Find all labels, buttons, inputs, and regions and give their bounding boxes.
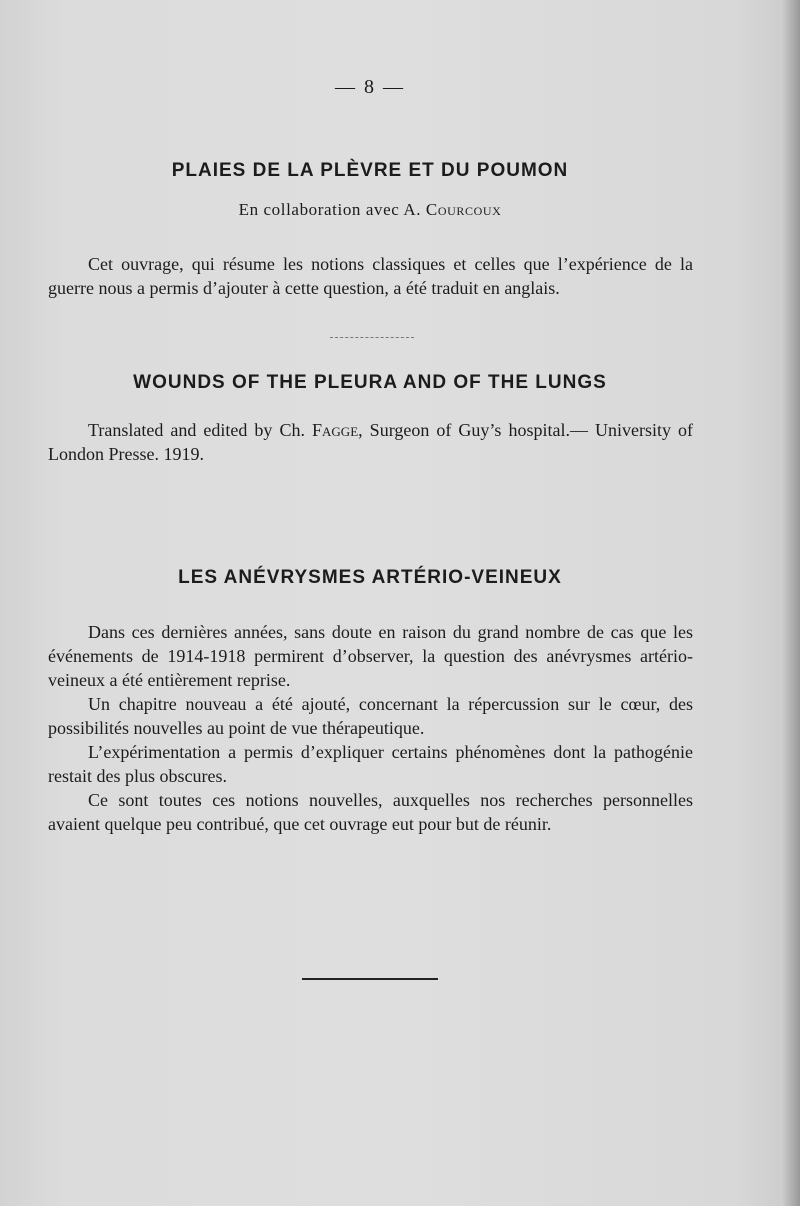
section-title-anevrysmes: LES ANÉVRYSMES ARTÉRIO-VEINEUX [178, 567, 562, 588]
page-number: — 8 — [335, 76, 405, 98]
section-title-plaies: PLAIES DE LA PLÈVRE ET DU POUMON [171, 160, 569, 181]
page-edge-shadow [782, 0, 800, 1206]
paragraph-anevrysmes-3: L’expérimentation a permis d’expliquer certains phénomènes dont la pathogénie restait des plus obscures. [48, 742, 693, 786]
translator-name: Fagge [312, 420, 359, 440]
paragraph-anevrysmes-1: Dans ces dernières années, sans doute en raison du grand nombre de cas que les événements de 1914-1918 permirent d’observer, la question des anévrysmes artério-veineux a été entièrement reprise. [48, 622, 693, 690]
publisher-line: University of London Presse. 1919. [48, 420, 694, 464]
paragraph-plaies: Cet ouvrage, qui résume les notions classiques et celles que l’expérience de la guerre nous a permis d’ajouter à cette question, a été traduit en anglais. [48, 254, 693, 298]
collaboration-line [40, 200, 700, 220]
translation-credit [48, 418, 693, 466]
end-rule [302, 978, 438, 980]
paragraph-anevrysmes-2: Un chapitre nouveau a été ajouté, concernant la répercussion sur le cœur, des possibilités nouvelles au point de vue thérapeutique. [48, 694, 693, 738]
section-divider [330, 337, 414, 338]
translation-suffix: , Surgeon of Guy’s hospital.— [358, 420, 588, 440]
collaborator-name: Courcoux [425, 200, 502, 219]
translation-prefix: Translated and edited by Ch. [88, 420, 305, 440]
section-title-wounds: WOUNDS OF THE PLEURA AND OF THE LUNGS [133, 372, 607, 393]
collaboration-prefix: En collaboration avec A. [238, 200, 422, 219]
paragraph-anevrysmes-4: Ce sont toutes ces notions nouvelles, auxquelles nos recherches personnelles avaient quelque peu contribué, que cet ouvrage eut pour but de réunir. [48, 790, 693, 834]
